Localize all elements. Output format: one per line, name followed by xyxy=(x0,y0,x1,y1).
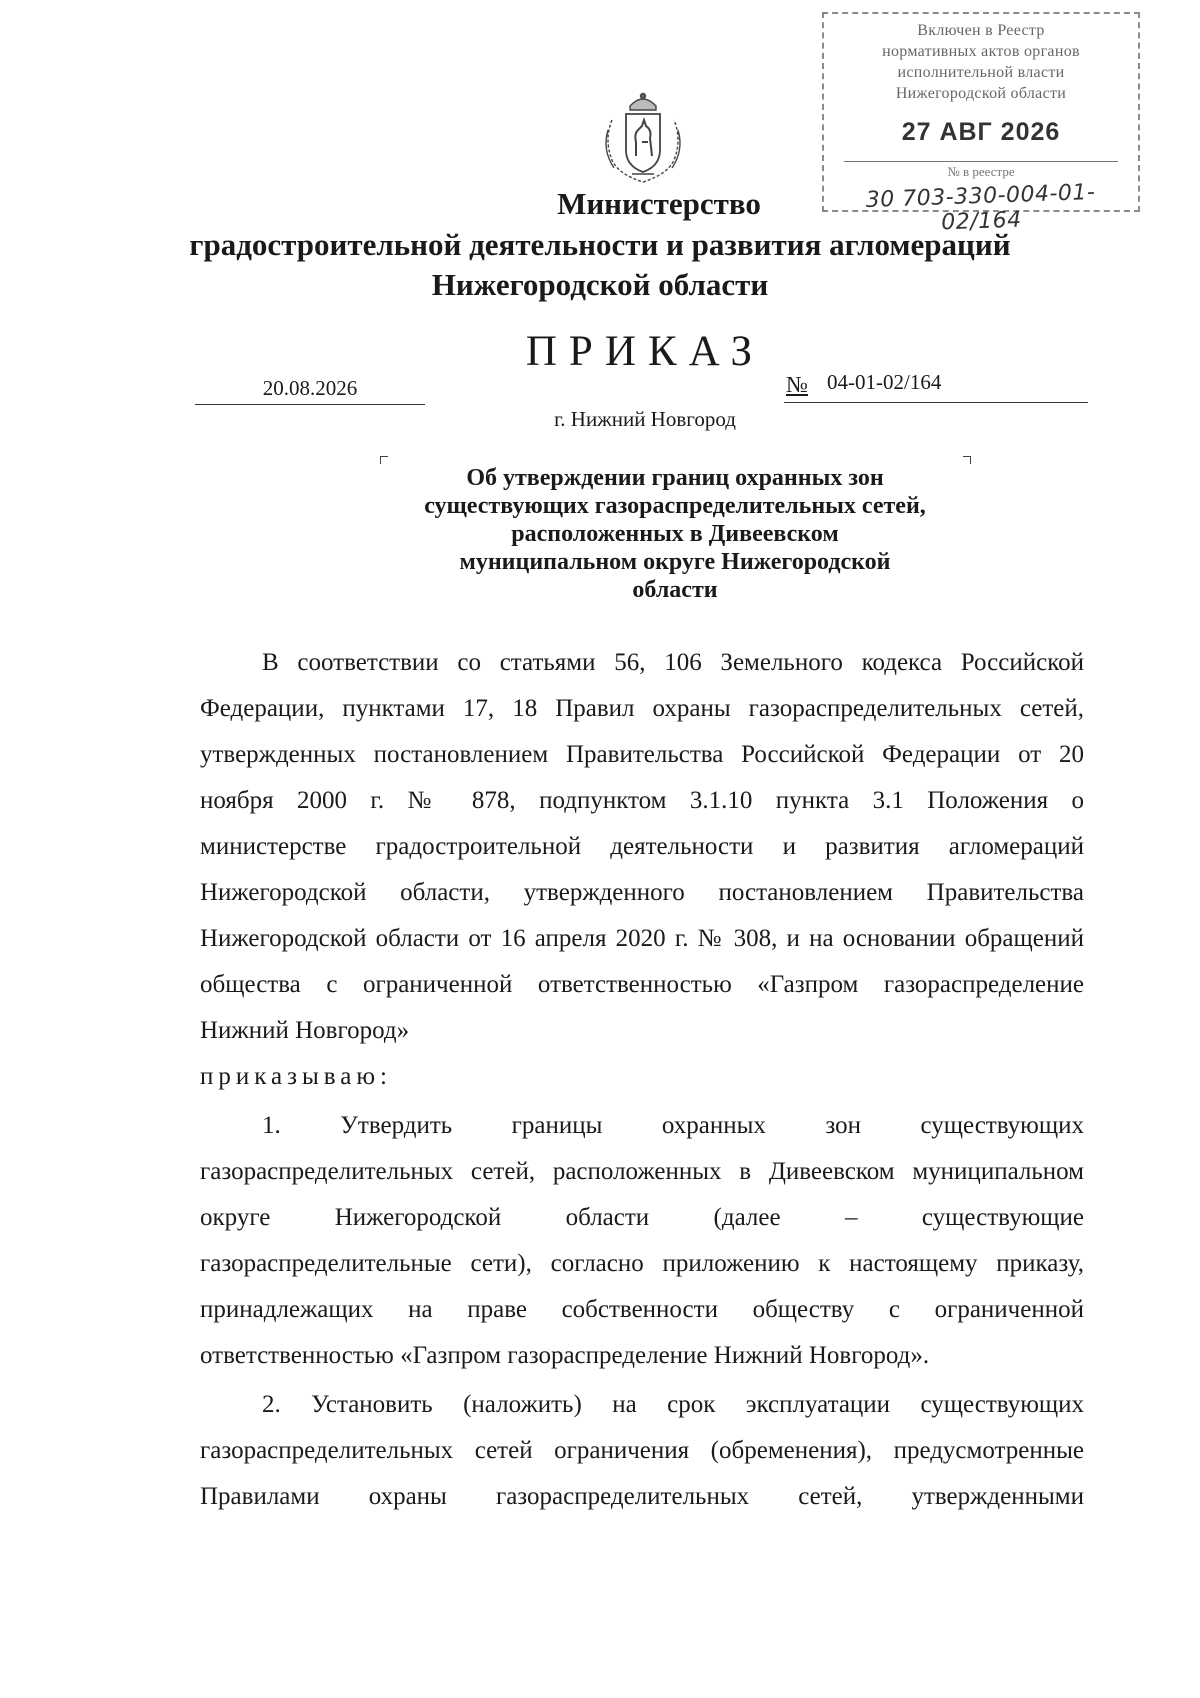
subject-corner-left xyxy=(380,456,388,464)
stamp-line: Включен в Реестр xyxy=(917,22,1045,39)
orders-word: приказываю: xyxy=(200,1063,392,1090)
item-1-line: 1. Утвердить границы охранных зон существующих xyxy=(262,1112,1084,1139)
subject-corner-right xyxy=(963,456,971,464)
item-2-line: 2. Установить (наложить) на срок эксплуатации существующих xyxy=(262,1391,1084,1418)
preamble-line: Нижегородской области от 16 апреля 2020 г. № 308, и на основании обращений xyxy=(200,925,1084,952)
preamble-line: В соответствии со статьями 56, 106 Земельного кодекса Российской xyxy=(262,649,1084,676)
stamp-line: нормативных актов органов xyxy=(882,43,1080,60)
registry-stamp xyxy=(822,12,1140,236)
number-underline xyxy=(784,402,1088,403)
preamble-line: Нижегородской области, утвержденного постановлением Правительства xyxy=(200,879,1084,906)
date-underline xyxy=(195,404,425,405)
preamble-line: ноября 2000 г. № 878, подпунктом 3.1.10 пункта 3.1 Положения о xyxy=(200,787,1084,814)
order-subject xyxy=(380,464,970,604)
subject-line: существующих газораспределительных сетей, xyxy=(424,493,926,519)
item-1-line: ответственностью «Газпром газораспределение Нижний Новгород». xyxy=(200,1342,930,1369)
subject-line: Об утверждении границ охранных зон xyxy=(466,465,884,491)
preamble-line: общества с ограниченной ответственностью «Газпром газораспределение xyxy=(200,971,1084,998)
stamp-divider xyxy=(844,161,1118,162)
city: г. Нижний Новгород xyxy=(554,407,736,431)
preamble-line: утвержденных постановлением Правительства Российской Федерации от 20 xyxy=(200,741,1084,768)
stamp-line: Нижегородской области xyxy=(895,85,1067,102)
stamp-text xyxy=(824,20,1138,104)
ministry-name-line-2: градостроительной деятельности и развития агломераций xyxy=(189,227,1011,262)
order-number: 04-01-02/164 xyxy=(827,370,942,394)
item-2-line: газораспределительных сетей ограничения (обременения), предусмотренные xyxy=(200,1437,1084,1464)
order-date: 20.08.2026 xyxy=(262,376,358,400)
ministry-name-line-1: Министерство xyxy=(557,186,761,221)
preamble-line: Нижний Новгород» xyxy=(200,1017,410,1044)
document-title: ПРИКАЗ xyxy=(525,328,765,375)
preamble-line: министерстве градостроительной деятельности и развития агломераций xyxy=(200,833,1084,860)
number-sign: № xyxy=(786,372,808,397)
subject-line: муниципальном округе Нижегородской xyxy=(459,549,891,575)
coat-of-arms-icon xyxy=(598,90,688,186)
stamp-registry-number: 30 703-330-004-01-02/164 xyxy=(865,180,1096,236)
stamp-number-label: № в реестре xyxy=(947,164,1015,179)
item-2-line: Правилами охраны газораспределительных сетей, утвержденными xyxy=(200,1483,1084,1510)
item-1-line: газораспределительные сети), согласно приложению к настоящему приказу, xyxy=(200,1250,1084,1277)
ministry-name-line-3: Нижегородской области xyxy=(431,267,769,302)
preamble-line: Федерации, пунктами 17, 18 Правил охраны газораспределительных сетей, xyxy=(200,695,1084,722)
item-1-line: газораспределительных сетей, расположенных в Дивеевском муниципальном xyxy=(200,1158,1084,1185)
stamp-date: 27 АВГ 2026 xyxy=(901,118,1061,146)
item-1-line: принадлежащих на праве собственности обществу с ограниченной xyxy=(200,1296,1084,1323)
item-1-line: округе Нижегородской области (далее – существующие xyxy=(200,1204,1084,1231)
subject-line: расположенных в Дивеевском xyxy=(511,521,839,547)
subject-line: области xyxy=(632,577,718,603)
stamp-line: исполнительной власти xyxy=(897,64,1065,81)
